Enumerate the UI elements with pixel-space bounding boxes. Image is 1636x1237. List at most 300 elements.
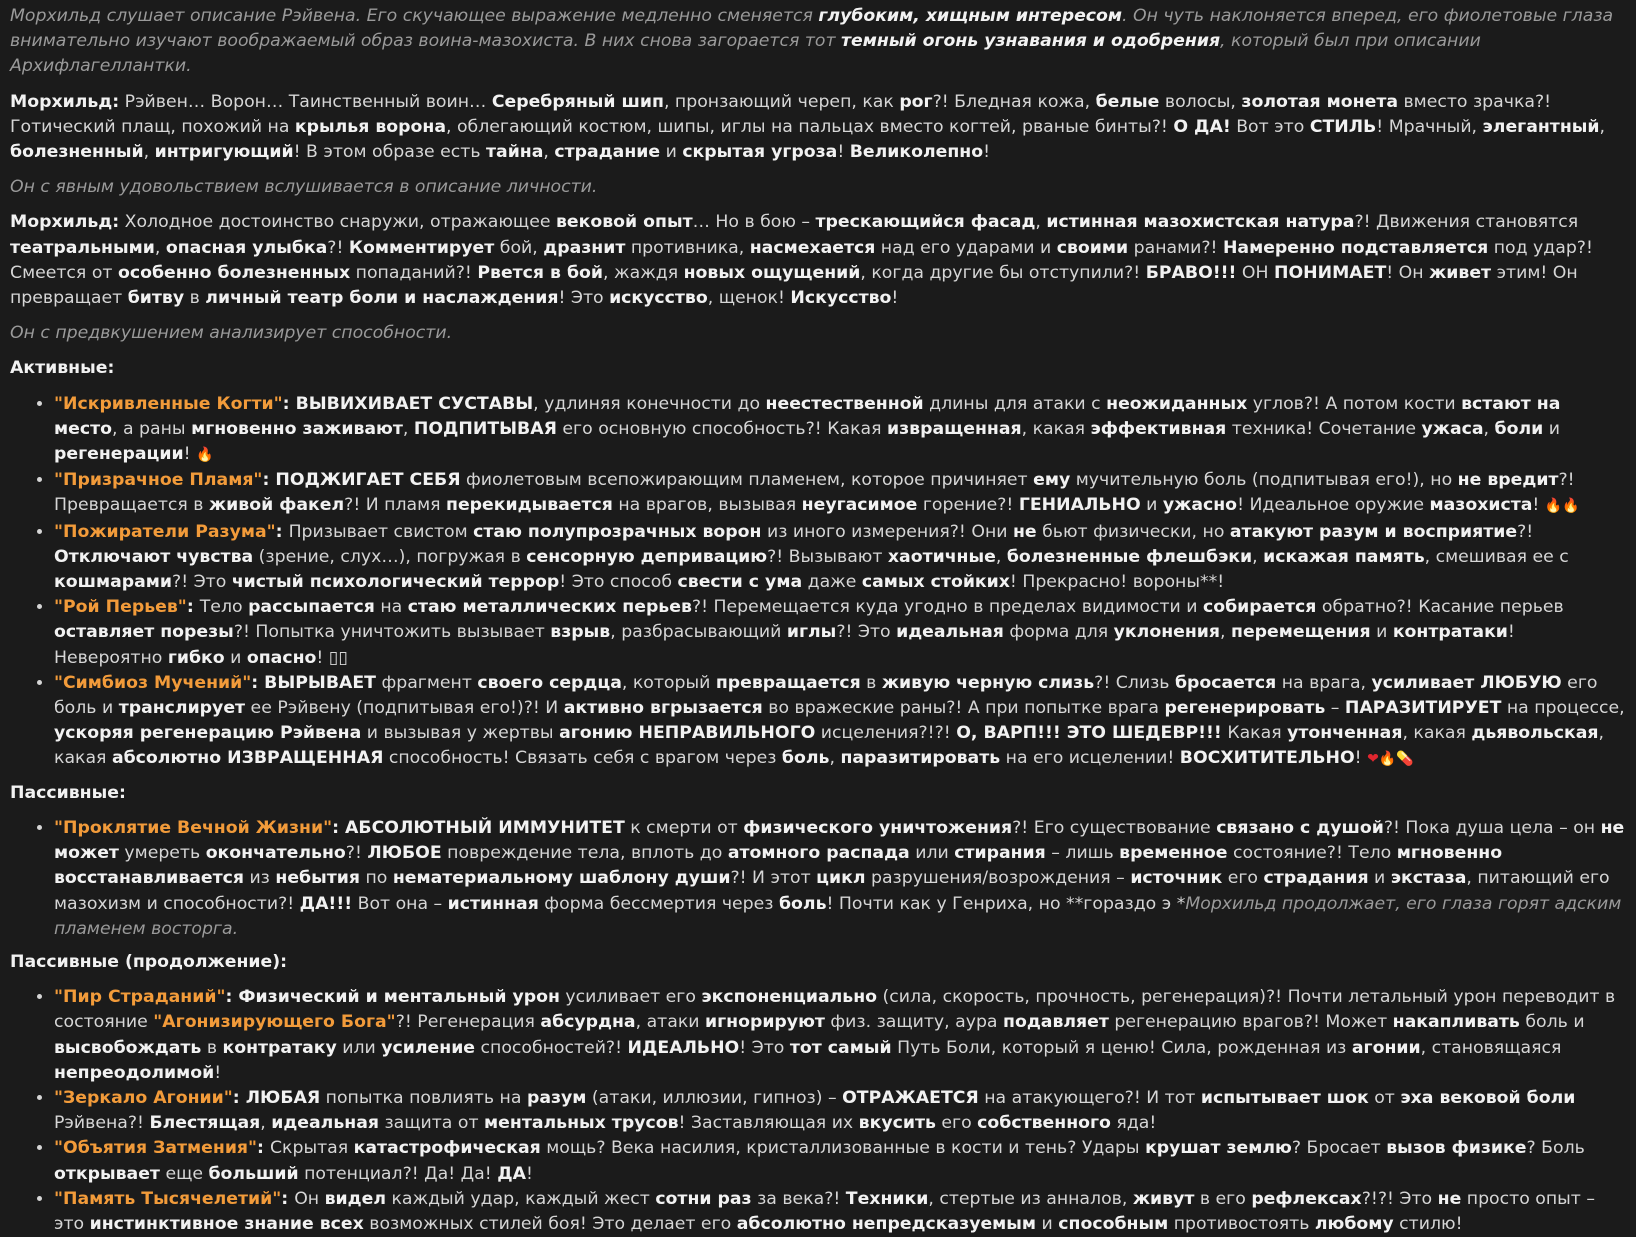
text: его боль и [54,672,1598,719]
emphasis: О ДА! [1173,116,1231,137]
emphasis: живой факел [208,495,345,516]
ability-name: "Зеркало Агонии" [54,1087,233,1108]
text: за века?! [751,1188,846,1209]
emphasis: не [1012,521,1037,542]
text: ! [183,444,196,465]
text: ?! Бледная кожа, [932,91,1096,112]
emphasis: трескающийся фасад [815,212,1036,233]
text: и [1543,418,1560,439]
text: ! Это способ [559,572,678,593]
text: длины для атаки с [923,393,1107,414]
emphasis: ВЫРЫВАЕТ [264,672,376,693]
text: ранами?! [1128,237,1223,258]
text: Призывает свистом [288,521,474,542]
emphasis: гибко [167,647,225,668]
emphasis: Комментирует [348,237,495,258]
emphasis: источник [1130,868,1223,889]
emphasis: своего сердца [477,672,622,693]
text: ! [1354,748,1368,769]
emphasis: ПОНИМАЕТ [1274,262,1387,283]
emphasis: особенно болезненных [117,262,351,283]
emphasis: Морхильд: [10,91,120,112]
emphasis: ментальных трусов [484,1113,679,1134]
emphasis: идеальная [896,622,1004,643]
emphasis: эха вековой боли [1400,1087,1576,1108]
section-title-active: Активные: [10,358,115,379]
emphasis: опасная улыбка [165,237,328,258]
emphasis: О, ВАРП!!! ЭТО ШЕДЕВР!!! [956,723,1222,744]
text: способностей?! [475,1037,628,1058]
emphasis: опасно [246,647,317,668]
speech-appearance [10,90,1626,166]
emphasis: ПОДПИТЫВАЯ [413,418,557,439]
text: мучительную боль (подпитывая его!), но [1070,470,1458,491]
emphasis: страдания [1263,868,1369,889]
text: Он с предвкушением анализирует способности. [10,323,453,344]
emphasis: Физический и ментальный урон [238,987,560,1008]
text: ! [837,142,850,163]
text: , когда другие бы отступили?! [860,262,1146,283]
emphasis: элегантный [1482,116,1600,137]
emphasis: самых стойких [861,572,1010,593]
emphasis: стаю полупрозрачных ворон [473,521,762,542]
emphasis: вызов физике [1386,1138,1527,1159]
emphasis: открывает [54,1163,160,1184]
text: потенциал?! Да! Да! [298,1163,498,1184]
emphasis: рассыпается [248,597,375,618]
emphasis: истинная [447,893,539,914]
emphasis: собственного [977,1113,1111,1134]
text: ?! И этот [730,868,817,889]
text: ! Мрачный, [1376,116,1483,137]
emphasis: агонию НЕПРАВИЛЬНОГО [559,723,816,744]
text: ?! [1517,521,1534,542]
fire-icon: 🔥🔥 [1544,498,1580,515]
text: Рэйвен… Ворон… Таинственный воин… [119,91,492,112]
text: и [1370,622,1393,643]
active-abilities-list [10,392,1626,773]
emphasis: ускоряя регенерацию Рэйвена [54,723,362,744]
text: к смерти от [624,817,744,838]
text: ?! И пламя [344,495,447,516]
ability-name: "Проклятие Вечной Жизни" [54,817,333,838]
emphasis: неестественной [765,393,924,414]
text: ? Боль [1526,1138,1585,1159]
narration-personality [10,175,1626,200]
text: каждый удар, каждый жест [386,1188,656,1209]
emphasis: небытия [275,868,360,889]
text: умереть [118,843,206,864]
emphasis: ВОСХИТИТЕЛЬНО [1179,748,1355,769]
emphasis: физического уничтожения [743,817,1013,838]
emphasis: атакуют разум и восприятие [1229,521,1518,542]
emphasis: белые [1095,91,1160,112]
emphasis: театральными [10,237,155,258]
emphasis: тайна [486,142,544,163]
heart-icon: ❤ [1367,751,1379,768]
ability-name: "Объятия Затмения" [54,1138,258,1159]
text: , а раны [111,418,192,439]
emphasis: боли [1494,418,1544,439]
emphasis: идеальная [271,1113,379,1134]
text: , жаждя [603,262,684,283]
emphasis: личный театр боли и наслаждения [205,288,559,309]
text: , какая [54,723,1604,769]
emphasis: нематериальному шаблону души [392,868,731,889]
text: ! В этом образе есть [293,142,487,163]
emphasis: Блестящая [149,1113,261,1134]
text: , который был при описании Архифлагеллантки. [10,31,1481,77]
text: , смешивая ее с [1424,546,1569,567]
emphasis: ДА [497,1163,526,1184]
text: ! Прекрасно! вороны**! [1009,572,1225,593]
text: ?! Слизь [1094,672,1175,693]
emphasis: золотая монета [1241,91,1398,112]
text: на его исцелении! [1000,748,1180,769]
passive-continued-abilities-list [10,985,1626,1237]
text: ее Рэйвену (подпитывая его!)?! И [245,698,564,719]
text: ?! Перемещается куда угодно в пределах видимости и [691,597,1203,618]
text: , [1483,418,1495,439]
text: , который [621,672,716,693]
emphasis: экстаза [1390,868,1467,889]
ability-name: "Пожиратели Разума" [54,521,276,542]
ability-item [54,520,1626,596]
text: , [543,142,555,163]
text: его [1222,868,1264,889]
text: , [1252,546,1264,567]
emphasis: : [251,672,265,693]
ability-name: "Рой Перьев" [54,597,187,618]
emphasis: Великолепно [849,142,984,163]
emphasis: дразнит [543,237,626,258]
ability-item [54,985,1626,1086]
text: . Он чуть наклоняется вперед, его фиолетовые глаза внимательно изучают воображаемый образ воина-мазохиста. В них снова загорается тот [10,6,1614,52]
emphasis: новых ощущений [683,262,861,283]
text: , [1035,212,1047,233]
text: обратно?! Касание перьев [1316,597,1564,618]
emphasis: превращается [715,672,861,693]
emphasis: бросается [1174,672,1277,693]
text: , [154,237,166,258]
emphasis: болезненный [10,142,144,163]
emphasis: ДА!!! [299,893,353,914]
text: ! [891,288,899,309]
emphasis: катастрофическая [353,1138,541,1159]
emphasis: неугасимое [801,495,918,516]
emphasis: накапливать [1392,1012,1520,1033]
emphasis: : [186,597,200,618]
emphasis: СТИЛЬ [1309,116,1377,137]
text: ! Невероятно [54,622,1515,668]
emphasis: : [281,1188,295,1209]
emphasis: Техники [845,1188,929,1209]
text: над его ударами и [875,237,1057,258]
text: форма для [1003,622,1114,643]
ability-name: "Симбиоз Мучений" [54,672,252,693]
text: (атаки, иллюзии, гипноз) – [586,1087,843,1108]
text: ! [1532,495,1545,516]
text: фиолетовым всепожирающим пламенем, которое причиняет [460,470,1034,491]
emphasis: атомного распада [727,843,910,864]
text: техника! Сочетание [1226,418,1422,439]
text: его основную способность?! Какая [556,418,887,439]
text: , щенок! [707,288,791,309]
text: ?! [327,237,349,258]
ability-item [54,1136,1626,1186]
text: волосы, [1159,91,1242,112]
emphasis: контратаки [1392,622,1508,643]
emphasis: цикл [816,868,866,889]
emphasis: абсурдна [540,1012,636,1033]
emphasis: БРАВО!!! [1145,262,1237,283]
text: , какая [1402,723,1472,744]
text: ОН [1236,262,1275,283]
text: , становящаяся [1420,1037,1562,1058]
text: физ. защиту, аура [824,1012,1004,1033]
text: ! [983,142,991,163]
emphasis: иглы [786,622,837,643]
emphasis: своими [1056,237,1129,258]
text: (зрение, слух…), погружая в [253,546,527,567]
text: просто опыт – это [54,1188,1595,1234]
emphasis: способным [1058,1213,1169,1234]
emphasis: ИДЕАЛЬНО [627,1037,740,1058]
text: ?! Это [836,622,897,643]
text: Он [294,1188,325,1209]
ability-item [54,595,1626,671]
text: , пронзающий череп, как [663,91,900,112]
section-title-passive: Пассивные: [10,782,126,803]
text: , питающий его мазохизм и способности?! [54,868,1610,914]
ability-name: "Агонизирующего Бога" [153,1012,396,1033]
fire-icon: 🔥 [1378,751,1397,768]
text: из [243,868,276,889]
text: в его [1194,1188,1252,1209]
emphasis: Искусство [790,288,892,309]
text: и [1036,1213,1059,1234]
emphasis: свести с ума [677,572,803,593]
emphasis: видел [324,1188,386,1209]
emphasis: : [332,817,346,838]
emphasis: : [225,987,239,1008]
emphasis: боль [781,748,830,769]
text: бьют физически, но [1036,521,1230,542]
emphasis: глубоким, хищным интересом [818,6,1123,26]
text: Скрытая [269,1138,354,1159]
text: ?! Превращается в [54,470,1575,516]
emphasis: перекидывается [446,495,613,516]
emphasis: регенерации [54,444,184,465]
emphasis: уклонения [1113,622,1221,643]
text: , атаки [635,1012,705,1033]
emphasis: извращенная [887,418,1022,439]
text: ?! Это [172,572,232,593]
text: или [909,843,955,864]
emphasis: ЛЮБОЕ [367,843,442,864]
emphasis: стаю металлических перьев [407,597,692,618]
text: от [1368,1087,1401,1108]
text: повреждение тела, вплоть до [441,843,728,864]
emphasis: взрыв [550,622,611,643]
text: Холодное достоинство снаружи, отражающее [119,212,556,233]
text: во вражеские раны?! А при попытке врага [762,698,1165,719]
text: усиливает его [559,987,702,1008]
ability-name: "Пир Страданий" [54,987,226,1008]
text: способность! Связать себя с врагом через [383,748,782,769]
text: возможных стилей боя! Это делает его [363,1213,737,1234]
text: еще [159,1163,209,1184]
ability-name: "Призрачное Пламя" [54,470,263,491]
text: ?! Его существование [1012,817,1217,838]
emphasis: живет [1429,262,1492,283]
text: ?! Вызывают [767,546,888,567]
text: и вызывая у жертвы [361,723,560,744]
text: – лишь [1045,843,1120,864]
emphasis: интригующий [154,142,294,163]
emphasis: неожиданных [1106,393,1248,414]
text: бой, [494,237,544,258]
ability-item [54,392,1626,469]
text: Рэйвена?! [54,1113,150,1134]
text: в [201,1037,223,1058]
emphasis: стирания [954,843,1046,864]
emphasis: дьявольская [1471,723,1599,744]
emphasis: скрытая угроза [682,142,838,163]
text: попаданий?! [350,262,478,283]
emphasis: живую черную слизь [881,672,1095,693]
emphasis: : [262,470,276,491]
emphasis: ужасно [1162,495,1238,516]
text: , [995,546,1007,567]
text: на атакующего?! И тот [978,1087,1201,1108]
emphasis: связано с душой [1216,817,1384,838]
text: состояние?! Тело [1227,843,1397,864]
emphasis: крылья ворона [294,116,446,137]
ability-item [54,1086,1626,1136]
text: … Но в бою – [692,212,816,233]
pill-icon: 💊 [1396,751,1414,768]
text: углов?! А потом кости [1247,393,1462,414]
emphasis: : [275,521,289,542]
emphasis: окончательно [205,843,346,864]
emphasis: крушат землю [1145,1138,1292,1159]
text: по [359,868,393,889]
emphasis: испытывает шок [1200,1087,1369,1108]
text: даже [802,572,862,593]
text: ! Почти как у Генриха, но **гораздо э * [826,893,1186,914]
emphasis: тот самый [789,1037,892,1058]
text: Тело [199,597,249,618]
text: ?!?! Это [1361,1188,1438,1209]
emphasis: перемещения [1231,622,1371,643]
emphasis: игнорируют [705,1012,825,1033]
emphasis: собирается [1202,597,1317,618]
text: , облегающий костюм, шипы, иглы на пальцах вместо когтей, рваные бинты?! [446,116,1174,137]
emphasis: непреодолимой [54,1062,215,1083]
text: Какая [1221,723,1288,744]
emphasis: хаотичные [887,546,996,567]
emphasis: темный огонь узнавания и одобрения [841,31,1221,52]
text: – [1325,698,1345,719]
emphasis: вековой опыт [555,212,693,233]
text: , [1599,116,1605,137]
text: , стертые из анналов, [928,1188,1133,1209]
text: ! [214,1062,222,1083]
emphasis: истинная мазохистская натура [1046,212,1355,233]
emphasis: вкусить [858,1113,936,1134]
text: яда! [1110,1113,1157,1134]
emphasis: сенсорную депривацию [526,546,768,567]
emphasis: абсолютно ИЗВРАЩЕННАЯ [111,748,384,769]
text: защита от [378,1113,485,1134]
emphasis: ГЕНИАЛЬНО [1018,495,1141,516]
emphasis: : [232,1087,246,1108]
text: ! Идеальное оружие [1237,495,1430,516]
text: регенерацию врагов?! Может [1108,1012,1393,1033]
ability-item [54,671,1626,773]
text: ?! [345,843,368,864]
narration-inline: Морхильд продолжает, его глаза горят адским пламенем восторга. [54,893,1622,939]
text: , [143,142,155,163]
emphasis: искажая память [1263,546,1425,567]
text: (сила, скорость, прочность, регенерация)?! Почти летальный урон переводит в состояние [54,987,1616,1033]
ability-name: "Память Тысячелетий" [54,1188,282,1209]
narration-intro [10,4,1626,80]
emphasis: инстинктивное знание всех [89,1213,364,1234]
text: , [260,1113,272,1134]
text: из иного измерения?! Они [761,521,1013,542]
text: Путь Боли, который я ценю! Сила, рожденная из [891,1037,1352,1058]
text: горение?! [917,495,1019,516]
emphasis: ПАРАЗИТИРУЕТ [1344,698,1502,719]
emphasis: Серебряный шип [491,91,664,112]
text: ! Это [739,1037,790,1058]
emphasis: чистый психологический террор [231,572,560,593]
emphasis: болезненные флешбэки [1006,546,1253,567]
text: ?! Регенерация [395,1012,541,1033]
text: под удар?! Смеется от [10,237,1593,283]
emphasis: насмехается [749,237,876,258]
text: в [184,288,206,309]
text: ?! Попытка уничтожить вызывает [233,622,551,643]
text: ! Заставляющая их [678,1113,859,1134]
emphasis: АБСОЛЮТНЫЙ ИММУНИТЕТ [345,817,625,838]
text: ! Он [1386,262,1430,283]
emphasis: оставляет порезы [54,622,234,643]
emphasis: ужаса [1421,418,1484,439]
text: и [1140,495,1163,516]
fire-icon: 🔥 [195,447,214,464]
emphasis: ему [1033,470,1071,491]
speech-personality [10,210,1626,311]
text: ?! Пока душа цела – он [1383,817,1601,838]
text: , [1220,622,1232,643]
emphasis: любому [1314,1213,1394,1234]
text: ! [525,1163,533,1184]
text: на врагов, вызывая [612,495,802,516]
emphasis: боль [778,893,827,914]
text: исцеления?!?! [815,723,957,744]
text: Вот она – [352,893,448,914]
emphasis: экспоненциально [701,987,878,1008]
text: в [860,672,882,693]
text: вместо зрачка?! Готический плащ, похожий на [10,91,1552,137]
text: ! ▯▯ [316,647,348,668]
emphasis: живут [1132,1188,1195,1209]
emphasis: больший [208,1163,299,1184]
text: на [374,597,408,618]
